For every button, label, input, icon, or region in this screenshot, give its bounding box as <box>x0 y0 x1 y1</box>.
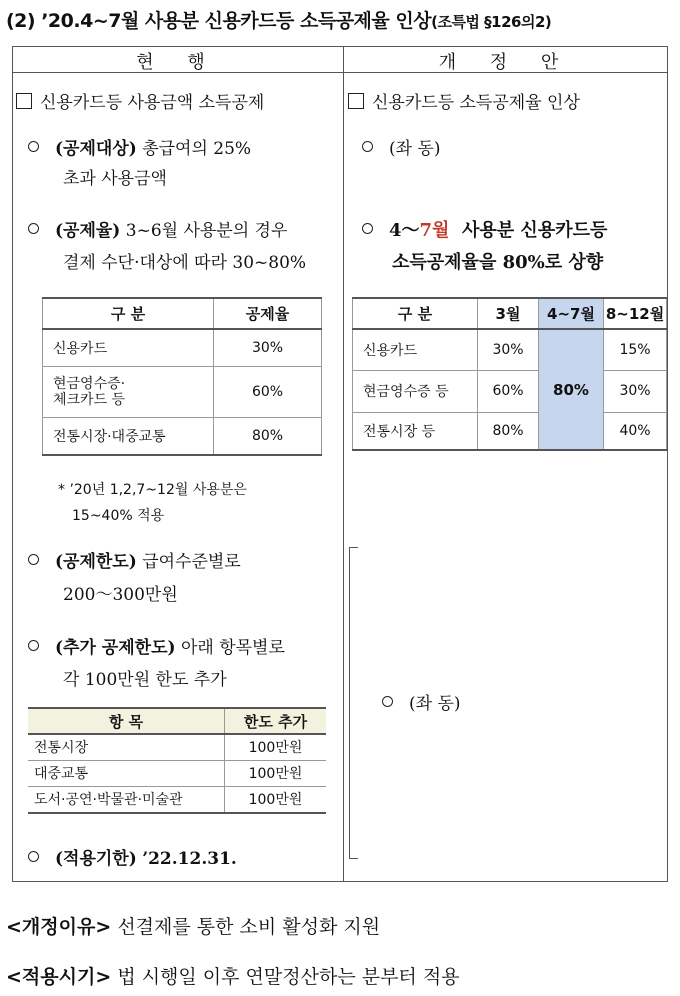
period-key: (적용기한) <box>55 849 137 869</box>
column-divider <box>343 46 344 882</box>
table-cell: 현금영수증· 체크카드 등 <box>43 366 214 417</box>
circle-bullet-icon <box>28 223 39 234</box>
current-box-title-text: 신용카드등 사용금액 소득공제 <box>40 93 265 113</box>
table-row <box>43 329 322 366</box>
table-cell: 100만원 <box>225 760 327 786</box>
extra-limit-table <box>28 707 326 814</box>
current-target-item <box>28 134 251 164</box>
table-cell: 30% <box>604 370 667 412</box>
revised-same-1 <box>362 134 441 164</box>
period-value: ’22.12.31. <box>142 849 237 869</box>
table-cell: 80% <box>478 412 539 450</box>
table-cell: 60% <box>478 370 539 412</box>
target-line2: 초과 사용금액 <box>63 169 167 189</box>
table-row <box>353 329 667 370</box>
rate-key: (공제율) <box>55 221 121 241</box>
law-reference: (조특법 §126의2) <box>431 13 552 31</box>
table-row <box>353 370 667 412</box>
current-rate-table <box>42 297 322 456</box>
table-header: 한도 추가 <box>225 708 327 734</box>
extra-line2: 각 100만원 한도 추가 <box>63 670 227 690</box>
table-header: 공제율 <box>214 298 322 329</box>
section-title <box>6 6 551 33</box>
table-row <box>28 734 326 760</box>
table-row <box>43 417 322 455</box>
table-cell: 전통시장·대중교통 <box>43 417 214 455</box>
table-row <box>28 760 326 786</box>
table-cell: 30% <box>478 329 539 370</box>
circle-bullet-icon <box>362 223 373 234</box>
rate-line1: 3~6월 사용분의 경우 <box>125 221 288 241</box>
table-cell: 전통시장 <box>28 734 225 760</box>
reason-text: 선결제를 통한 소비 활성화 지원 <box>117 916 381 938</box>
table-cell: 현금영수증 등 <box>353 370 478 412</box>
revised-box-title-text: 신용카드등 소득공제율 인상 <box>372 93 580 113</box>
table-cell: 도서·공연·박물관·미술관 <box>28 786 225 813</box>
table-header: 3월 <box>478 298 539 329</box>
target-key: (공제대상) <box>55 139 137 159</box>
checkbox-square-icon <box>348 93 364 109</box>
current-limit-item <box>28 547 241 577</box>
table-row <box>43 366 322 417</box>
current-period-item <box>28 844 237 874</box>
table-cell: 60% <box>214 366 322 417</box>
table-cell: 신용카드 <box>43 329 214 366</box>
checkbox-square-icon <box>16 93 32 109</box>
merged-highlight-cell: 80% <box>539 329 604 450</box>
circle-bullet-icon <box>382 696 393 707</box>
circle-bullet-icon <box>28 554 39 565</box>
note-line2: 15~40% 적용 <box>72 508 165 524</box>
application-timing <box>6 962 460 989</box>
table-header: 구 분 <box>353 298 478 329</box>
same-as-left-text: (좌 동) <box>389 139 441 159</box>
limit-line1: 급여수준별로 <box>142 552 241 572</box>
table-row <box>28 786 326 813</box>
raise-line1: 사용분 신용카드등 <box>462 220 608 241</box>
table-cell: 40% <box>604 412 667 450</box>
circle-bullet-icon <box>28 141 39 152</box>
timing-text: 법 시행일 이후 연말정산하는 분부터 적용 <box>117 966 460 988</box>
table-cell: 30% <box>214 329 322 366</box>
circle-bullet-icon <box>28 640 39 651</box>
revised-law-header: 개 정 안 <box>438 52 573 73</box>
revised-same-2 <box>382 689 461 719</box>
table-cell: 15% <box>604 329 667 370</box>
revision-reason <box>6 912 380 939</box>
table-cell: 80% <box>214 417 322 455</box>
circle-bullet-icon <box>362 141 373 152</box>
limit-key: (공제한도) <box>55 552 137 572</box>
current-box-title <box>16 88 264 113</box>
revised-raise-item <box>362 216 607 246</box>
section-heading: ’20.4~7월 사용분 신용카드등 소득공제율 인상 <box>41 10 432 32</box>
current-rate-item <box>28 216 287 246</box>
table-cell: 100만원 <box>225 734 327 760</box>
current-extra-item <box>28 633 285 663</box>
circle-bullet-icon <box>28 851 39 862</box>
table-header: 8~12월 <box>604 298 667 329</box>
table-header: 구 분 <box>43 298 214 329</box>
limit-line2: 200～300만원 <box>63 585 178 605</box>
table-header: 항 목 <box>28 708 225 734</box>
table-row <box>353 412 667 450</box>
table-cell: 100만원 <box>225 786 327 813</box>
raise-prefix: 4～ <box>389 220 420 241</box>
table-cell: 신용카드 <box>353 329 478 370</box>
revised-box-title <box>348 88 580 113</box>
table-cell: 전통시장 등 <box>353 412 478 450</box>
extra-line1: 아래 항목별로 <box>180 638 285 658</box>
target-line1: 총급여의 25% <box>142 139 252 159</box>
current-law-header: 현 행 <box>136 52 219 73</box>
timing-label: <적용시기> <box>6 966 112 988</box>
section-number: (2) <box>6 10 36 32</box>
revised-rate-table <box>352 297 667 451</box>
table-cell: 대중교통 <box>28 760 225 786</box>
bracket-line <box>349 547 358 859</box>
note-line1: * ’20년 1,2,7~12월 사용분은 <box>58 482 247 498</box>
rate-line2: 결제 수단·대상에 따라 30~80% <box>63 253 307 273</box>
same-as-left-text: (좌 동) <box>409 694 461 714</box>
raise-month: 7월 <box>419 220 450 241</box>
reason-label: <개정이유> <box>6 916 112 938</box>
extra-key: (추가 공제한도) <box>55 638 176 658</box>
table-header-highlight: 4~7월 <box>539 298 604 329</box>
raise-line2: 소득공제율을 80%로 상향 <box>392 252 604 273</box>
